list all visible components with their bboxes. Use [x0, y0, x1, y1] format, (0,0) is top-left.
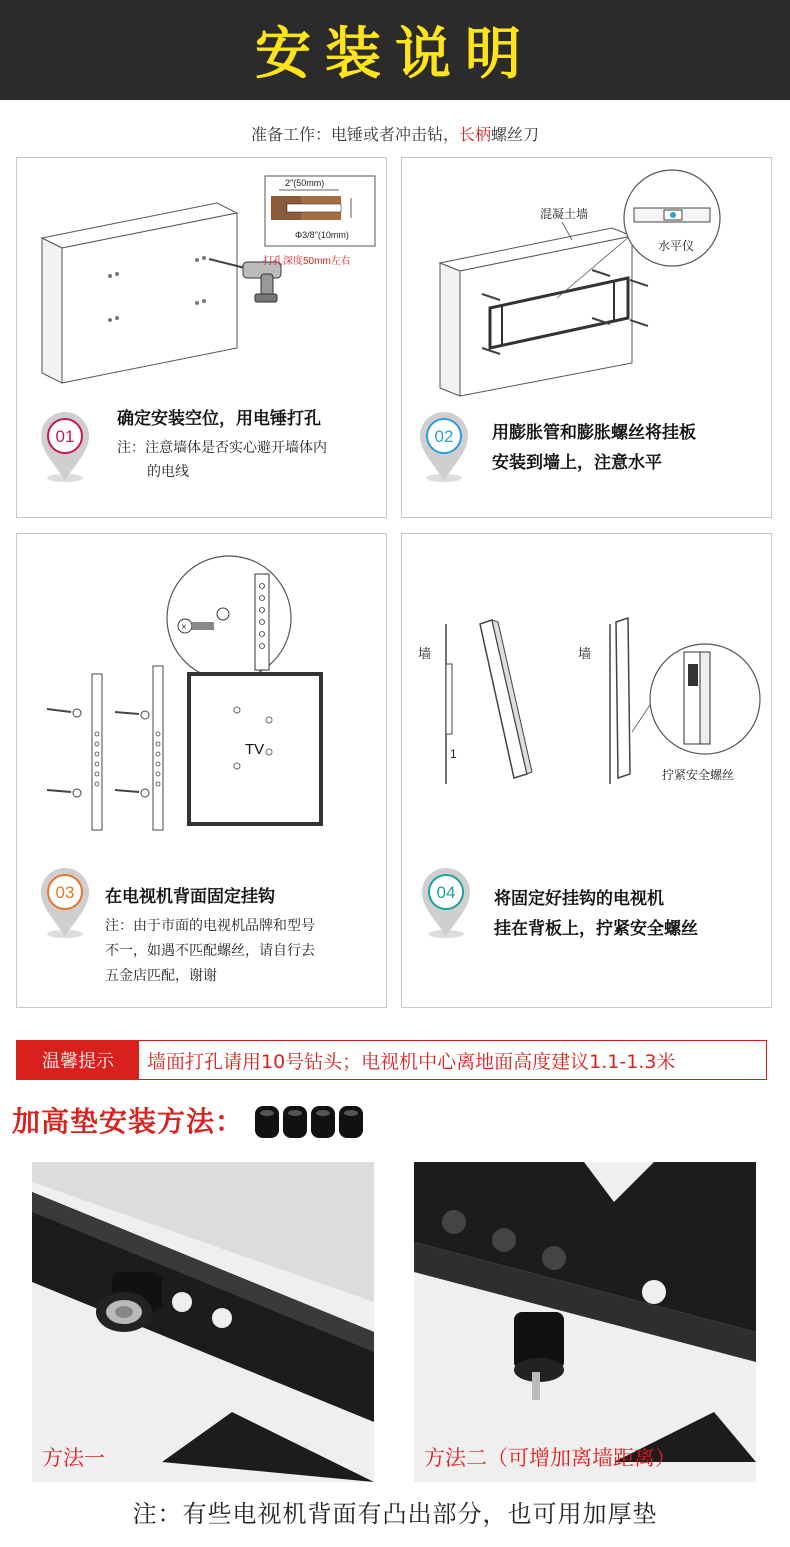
method-2-label: 方法二（可增加离墙距离） — [424, 1446, 676, 1470]
bracket-illustration — [402, 158, 772, 408]
preparation-line — [0, 122, 790, 145]
level-label: 水平仪 — [658, 239, 695, 253]
step-2-pin-icon — [416, 408, 472, 486]
bottom-note: 注：有些电视机背面有凸出部分，也可用加厚垫 — [132, 1500, 658, 1528]
step-4-number: 04 — [436, 883, 456, 902]
spacer-section-title: 加高垫安装方法： — [12, 1105, 245, 1138]
safety-screw-label: 拧紧安全螺丝 — [662, 768, 735, 782]
prep-highlight: 长柄 — [458, 125, 491, 144]
step-3-title: 在电视机背面固定挂钩 — [105, 887, 275, 907]
tip-bar — [16, 1040, 767, 1080]
step-1-number: 01 — [55, 427, 75, 446]
step-3-number: 03 — [55, 883, 75, 902]
method-2-photo — [414, 1162, 756, 1482]
step-3-note-2: 不一，如遇不匹配螺丝，请自行去 — [105, 943, 315, 959]
tip-text: 墙面打孔请用10号钻头；电视机中心离地面高度建议1.1-1.3米 — [147, 1050, 676, 1073]
step-1-note-1: 注：注意墙体是否实心避开墙体内 — [117, 440, 327, 456]
step-3-pin-icon — [37, 864, 93, 942]
step-1-title: 确定安装空位，用电锤打孔 — [117, 409, 321, 429]
step-1-note-2: 的电线 — [147, 464, 189, 480]
step-1-panel — [16, 157, 387, 518]
method-1-photo — [32, 1162, 374, 1482]
method-1-image — [32, 1162, 374, 1482]
prep-suffix: 螺丝刀 — [491, 125, 540, 144]
step-1-pin-icon — [37, 408, 93, 486]
step-2-title-1: 用膨胀管和膨胀螺丝将挂板 — [492, 423, 696, 443]
tip-label: 温馨提示 — [17, 1041, 139, 1079]
method-1-label: 方法一 — [42, 1446, 105, 1470]
step-4-title-2: 挂在背板上，拧紧安全螺丝 — [494, 919, 698, 939]
spacer-pads-icon — [255, 1104, 365, 1140]
step-4-panel — [401, 533, 772, 1008]
step-4-pin-icon — [418, 864, 474, 942]
step-4-title-1: 将固定好挂钩的电视机 — [494, 889, 664, 909]
page-header — [0, 0, 790, 100]
step-3-panel — [16, 533, 387, 1008]
step-3-note-1: 注：由于市面的电视机品牌和型号 — [105, 918, 315, 934]
wall-label: 混凝土墙 — [540, 207, 589, 221]
wall-label-b: 墙 — [578, 646, 592, 661]
hook-mount-illustration — [17, 534, 387, 864]
svg-text:×: × — [181, 622, 187, 633]
page-title: 安装说明 — [255, 22, 535, 87]
step-2-panel — [401, 157, 772, 518]
dim-top-label: 2"(50mm) — [285, 178, 325, 188]
hang-tv-illustration — [402, 534, 772, 864]
drilling-illustration — [17, 158, 387, 408]
step-mark: 1 — [450, 747, 457, 761]
tv-label: TV — [245, 741, 265, 758]
step-2-number: 02 — [434, 427, 454, 446]
wall-label-a: 墙 — [418, 646, 432, 661]
step-2-title-2: 安装到墙上，注意水平 — [492, 453, 662, 473]
dim-bottom-label: Φ3/8"(10mm) — [295, 230, 349, 240]
prep-prefix: 准备工作：电锤或者冲击钻， — [250, 125, 459, 144]
depth-label: 打孔深度50mm左右 — [263, 256, 351, 267]
step-3-note-3: 五金店匹配，谢谢 — [105, 968, 217, 984]
method-2-image — [414, 1162, 756, 1482]
